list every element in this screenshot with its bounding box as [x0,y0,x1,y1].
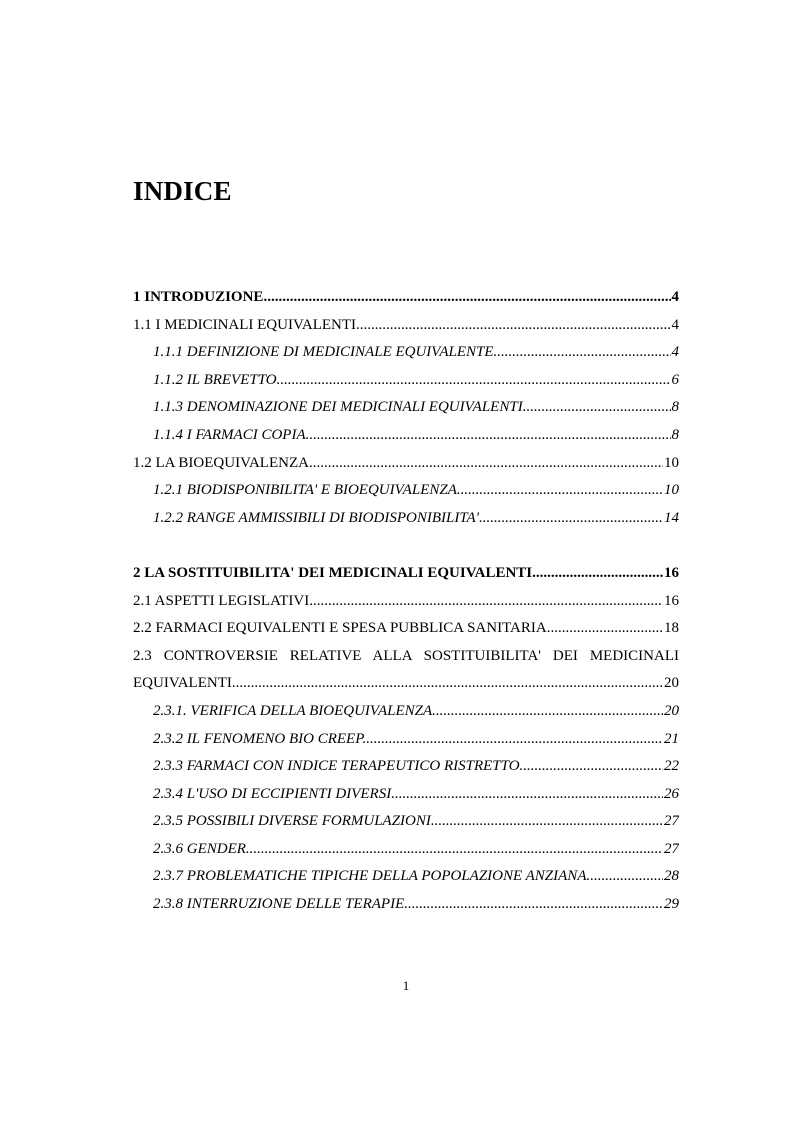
toc-entry-2-3-2[interactable] [133,726,679,754]
toc-entry-title: 1.1 I MEDICINALI EQUIVALENTI [133,316,357,333]
toc-entry-2-3-4[interactable] [133,781,679,809]
table-of-contents [133,284,679,919]
chapter-spacer [133,532,679,560]
toc-entry-page: 26 [663,781,679,809]
toc-entry-page: 20 [663,698,679,726]
toc-entry-title: 1 INTRODUZIONE [133,289,264,305]
toc-entry-title: 1.2.2 RANGE AMMISSIBILI DI BIODISPONIBILITA' [153,509,479,526]
toc-entry-title: 2.2 FARMACI EQUIVALENTI E SPESA PUBBLICA SANITARIA [133,620,547,637]
toc-entry-title: 2.3.7 PROBLEMATICHE TIPICHE DELLA POPOLAZIONE ANZIANA [153,868,587,885]
toc-entry-title: 1.1.3 DENOMINAZIONE DEI MEDICINALI EQUIVALENTI [153,399,523,416]
toc-entry-title: 2.3.5 POSSIBILI DIVERSE FORMULAZIONI [153,813,431,830]
toc-entry-title: 2.3.1. VERIFICA DELLA BIOEQUIVALENZA [153,702,433,719]
page-title: INDICE [133,176,232,206]
toc-entry-1-1-1[interactable] [133,339,679,367]
toc-entry-2-3-5[interactable] [133,808,679,836]
toc-entry-page: 21 [663,726,679,754]
toc-entry-page: 16 [663,560,679,588]
toc-entry-page: 29 [663,891,679,919]
toc-entry-2-3-line2[interactable] [133,670,679,698]
toc-entry-title: 2.3.4 L'USO DI ECCIPIENTI DIVERSI [153,785,392,802]
toc-entry-page: 28 [663,863,679,891]
toc-entry-title: 1.1.4 I FARMACI COPIA [153,426,306,443]
toc-entry-title: 2.1 ASPETTI LEGISLATIVI [133,592,310,609]
page-number: 1 [402,978,410,993]
toc-entry-1-1[interactable] [133,312,679,340]
toc-entry-1-2-2[interactable] [133,505,679,533]
toc-entry-page: 4 [671,284,680,312]
toc-entry-title: 1.2 LA BIOEQUIVALENZA [133,454,309,471]
toc-entry-2-3-6[interactable] [133,836,679,864]
toc-entry-title: 2.3.3 FARMACI CON INDICE TERAPEUTICO RISTRETTO [153,758,520,775]
toc-entry-chapter-1[interactable] [133,284,679,312]
toc-entry-page: 18 [663,615,679,643]
toc-entry-2-3-1[interactable] [133,698,679,726]
toc-entry-1-1-2[interactable] [133,367,679,395]
toc-entry-title: 2.3.8 INTERRUZIONE DELLE TERAPIE [153,896,405,913]
toc-entry-title: EQUIVALENTI [133,675,232,692]
toc-entry-page: 20 [663,670,679,698]
toc-entry-page: 4 [671,339,680,367]
toc-entry-page: 6 [671,367,680,395]
toc-entry-page: 27 [663,808,679,836]
toc-entry-page: 10 [663,477,679,505]
toc-entry-2-3-3[interactable] [133,753,679,781]
toc-entry-title: 2.3 CONTROVERSIE RELATIVE ALLA SOSTITUIBILITA' DEI MEDICINALI [133,647,679,664]
toc-entry-1-2-1[interactable] [133,477,679,505]
toc-entry-page: 8 [671,422,680,450]
toc-entry-1-2[interactable] [133,450,679,478]
toc-entry-page: 22 [663,753,679,781]
toc-entry-2-1[interactable] [133,588,679,616]
toc-entry-title: 2.3.6 GENDER [153,840,246,857]
toc-entry-title: 1.1.1 DEFINIZIONE DI MEDICINALE EQUIVALENTE [153,344,494,361]
toc-entry-1-1-4[interactable] [133,422,679,450]
toc-entry-title: 2 LA SOSTITUIBILITA' DEI MEDICINALI EQUIVALENTI [133,564,533,581]
toc-entry-title: 2.3.2 IL FENOMENO BIO CREEP [153,730,363,747]
toc-entry-title: 1.1.2 IL BREVETTO [153,371,277,388]
toc-entry-2-2[interactable] [133,615,679,643]
toc-entry-page: 14 [663,505,679,533]
toc-entry-2-3-7[interactable] [133,863,679,891]
toc-entry-page: 27 [663,836,679,864]
toc-entry-2-3-8[interactable] [133,891,679,919]
toc-entry-1-1-3[interactable] [133,394,679,422]
toc-entry-page: 10 [663,450,679,478]
toc-entry-chapter-2[interactable] [133,560,679,588]
toc-entry-page: 4 [671,312,680,340]
toc-entry-title: 1.2.1 BIODISPONIBILITA' E BIOEQUIVALENZA [153,482,457,499]
toc-entry-page: 16 [663,588,679,616]
toc-entry-page: 8 [671,394,680,422]
toc-entry-2-3-line1[interactable] [133,643,679,671]
